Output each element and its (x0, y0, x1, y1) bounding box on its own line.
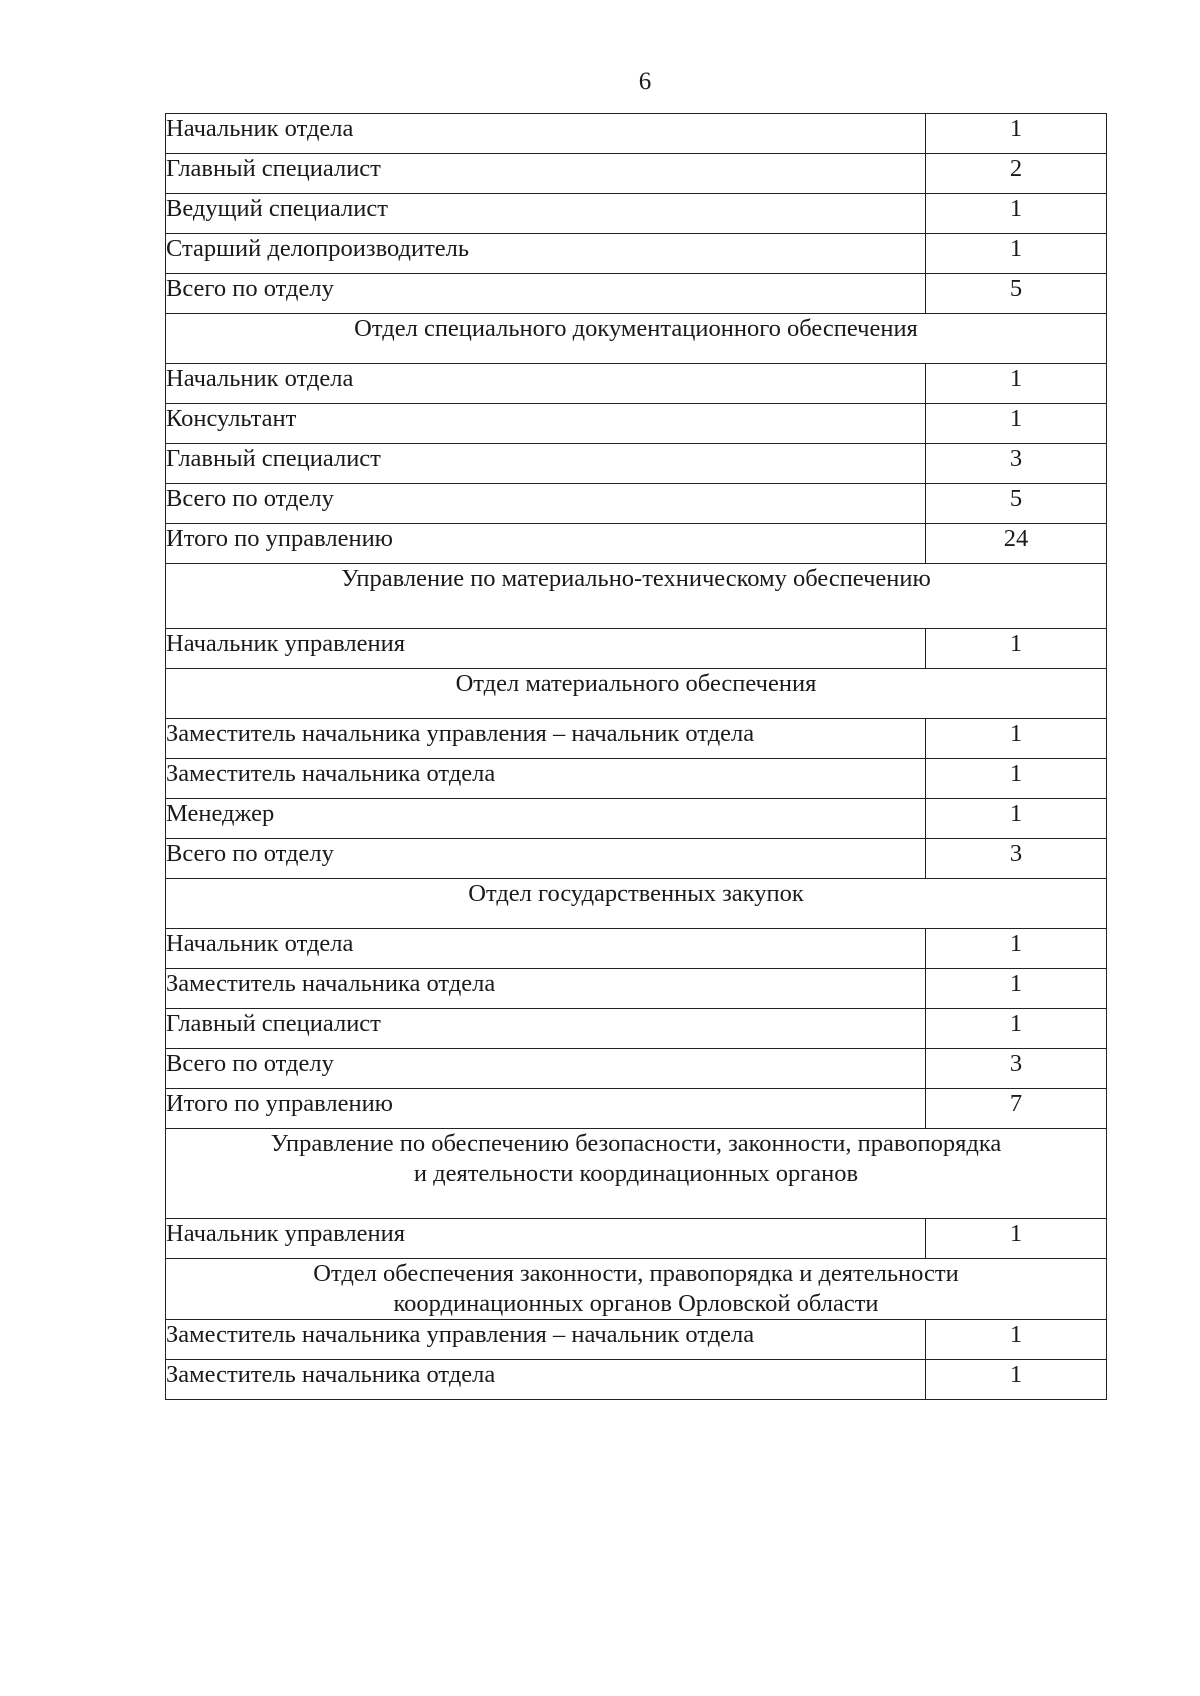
table-row (166, 1049, 1107, 1089)
position-count: 1 (926, 1320, 1107, 1360)
table-row (166, 364, 1107, 404)
position-title: Старший делопроизводитель (166, 234, 926, 274)
position-title: Заместитель начальника отдела (166, 1360, 926, 1400)
table-row (166, 839, 1107, 879)
position-title: Заместитель начальника отдела (166, 969, 926, 1009)
position-title: Начальник управления (166, 629, 926, 669)
staff-table (165, 113, 1107, 1400)
section-header (166, 669, 1107, 719)
section-header-line: Управление по обеспечению безопасности, законности, правопорядка (270, 1130, 1002, 1157)
position-title: Итого по управлению (166, 1089, 926, 1129)
section-header-line: и деятельности координационных органов (413, 1160, 859, 1187)
section-header-row (166, 1129, 1107, 1219)
section-header-row (166, 879, 1107, 929)
table-row (166, 1360, 1107, 1400)
table-row (166, 404, 1107, 444)
table-row (166, 274, 1107, 314)
table-row (166, 719, 1107, 759)
position-count: 1 (926, 969, 1107, 1009)
position-count: 1 (926, 799, 1107, 839)
position-title: Всего по отделу (166, 1049, 926, 1089)
section-header-row (166, 1259, 1107, 1320)
section-header (166, 1129, 1107, 1219)
section-header (166, 879, 1107, 929)
position-count: 5 (926, 484, 1107, 524)
section-header (166, 1259, 1107, 1320)
section-header-line: Отдел государственных закупок (468, 880, 804, 907)
section-header-line: Отдел специального документационного обеспечения (354, 315, 918, 342)
position-title: Всего по отделу (166, 839, 926, 879)
position-count: 7 (926, 1089, 1107, 1129)
position-count: 5 (926, 274, 1107, 314)
table-row (166, 759, 1107, 799)
table-row (166, 929, 1107, 969)
position-title: Итого по управлению (166, 524, 926, 564)
position-title: Заместитель начальника отдела (166, 759, 926, 799)
position-count: 2 (926, 154, 1107, 194)
position-title: Главный специалист (166, 444, 926, 484)
table-row (166, 444, 1107, 484)
position-title: Ведущий специалист (166, 194, 926, 234)
position-count: 1 (926, 364, 1107, 404)
table-row (166, 234, 1107, 274)
position-count: 1 (926, 719, 1107, 759)
position-title: Начальник отдела (166, 929, 926, 969)
position-count: 1 (926, 404, 1107, 444)
section-header (166, 564, 1107, 629)
position-title: Менеджер (166, 799, 926, 839)
position-title: Заместитель начальника управления – начальник отдела (166, 1320, 926, 1360)
position-count: 3 (926, 1049, 1107, 1089)
position-title: Начальник отдела (166, 114, 926, 154)
position-count: 1 (926, 1360, 1107, 1400)
table-row (166, 1009, 1107, 1049)
table-row (166, 154, 1107, 194)
position-count: 1 (926, 1219, 1107, 1259)
page-number: 6 (638, 68, 652, 95)
section-header-line: Управление по материально-техническому обеспечению (341, 565, 931, 592)
table-row (166, 1320, 1107, 1360)
section-header-row (166, 314, 1107, 364)
section-header-line: Отдел материального обеспечения (455, 670, 817, 697)
position-title: Заместитель начальника управления – начальник отдела (166, 719, 926, 759)
table-row (166, 114, 1107, 154)
position-title: Начальник управления (166, 1219, 926, 1259)
position-count: 1 (926, 114, 1107, 154)
table-row (166, 524, 1107, 564)
table-row (166, 1219, 1107, 1259)
position-count: 1 (926, 929, 1107, 969)
position-count: 24 (926, 524, 1107, 564)
position-count: 1 (926, 1009, 1107, 1049)
table-row (166, 484, 1107, 524)
position-title: Всего по отделу (166, 274, 926, 314)
section-header-line: координационных органов Орловской области (393, 1290, 879, 1317)
table-row (166, 629, 1107, 669)
position-title: Начальник отдела (166, 364, 926, 404)
table-row (166, 194, 1107, 234)
position-count: 3 (926, 839, 1107, 879)
table-row (166, 1089, 1107, 1129)
position-title: Главный специалист (166, 1009, 926, 1049)
section-header-line: Отдел обеспечения законности, правопорядка и деятельности (313, 1260, 959, 1287)
position-count: 1 (926, 234, 1107, 274)
table-row (166, 799, 1107, 839)
position-title: Главный специалист (166, 154, 926, 194)
position-count: 3 (926, 444, 1107, 484)
section-header-row (166, 564, 1107, 629)
position-count: 1 (926, 194, 1107, 234)
position-count: 1 (926, 759, 1107, 799)
table-row (166, 969, 1107, 1009)
section-header-row (166, 669, 1107, 719)
position-count: 1 (926, 629, 1107, 669)
section-header (166, 314, 1107, 364)
position-title: Консультант (166, 404, 926, 444)
position-title: Всего по отделу (166, 484, 926, 524)
